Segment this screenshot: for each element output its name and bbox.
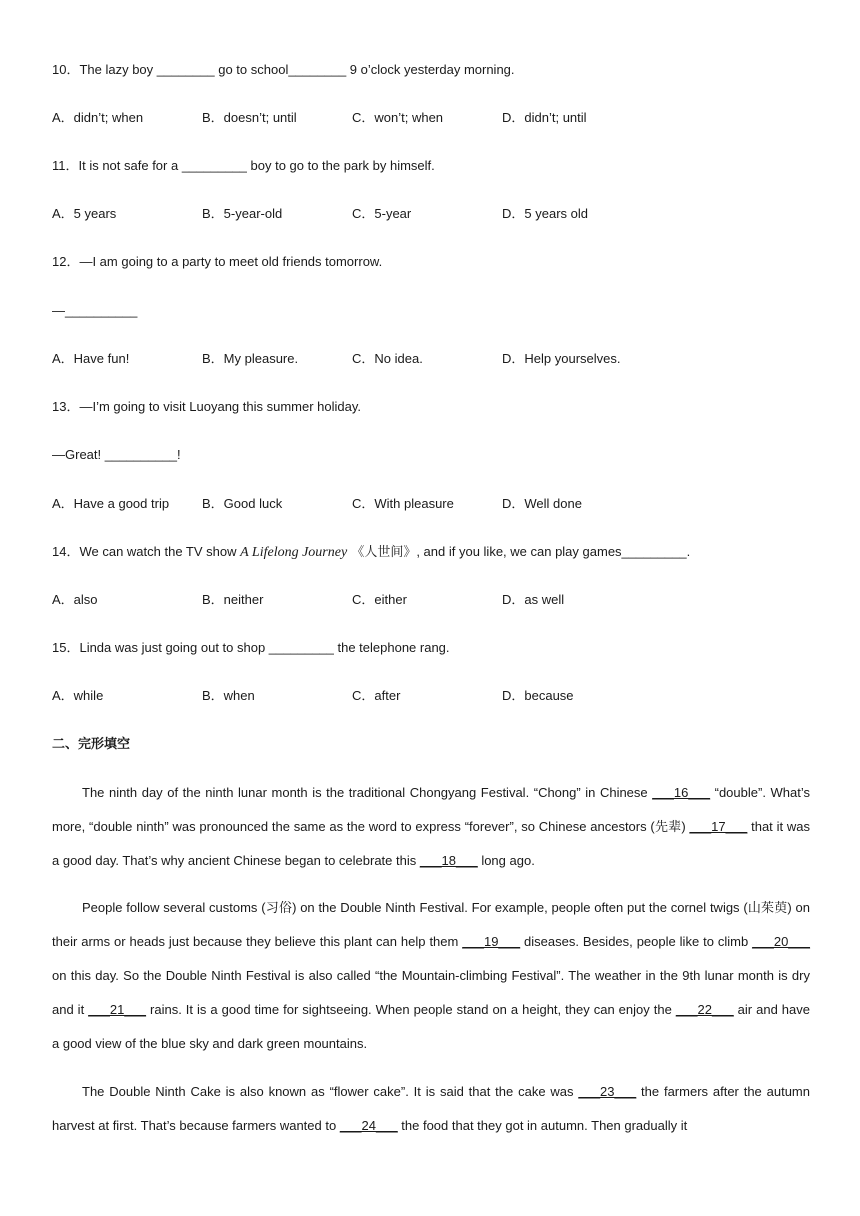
p2-text-2: diseases. Besides, people like to climb bbox=[520, 934, 753, 949]
blank-21: ___21___ bbox=[88, 1002, 147, 1017]
q15-option-c: C．after bbox=[352, 688, 401, 703]
cloze-paragraph-3 bbox=[52, 1075, 810, 1143]
p3-text-2: the farmers after the autumn harvest at first. That’s because farmers wanted to bbox=[52, 1084, 810, 1133]
blank-23: ___23___ bbox=[578, 1084, 637, 1099]
question-10-stem: 10．The lazy boy ________ go to school________ 9 o’clock yesterday morning. bbox=[52, 62, 515, 77]
q10-option-d: D．didn’t; until bbox=[502, 110, 587, 125]
p3-text-3: the food that they got in autumn. Then gradually it bbox=[397, 1118, 688, 1133]
q11-option-b: B．5-year-old bbox=[202, 206, 283, 221]
q14-option-a: A．also bbox=[52, 592, 98, 607]
q13-option-c: C．With pleasure bbox=[352, 496, 454, 511]
blank-16: ___16___ bbox=[652, 785, 711, 800]
q11-option-c: C．5-year bbox=[352, 206, 412, 221]
q14-option-b: B．neither bbox=[202, 592, 264, 607]
q13-option-d: D．Well done bbox=[502, 496, 582, 511]
q14-show-title: A Lifelong Journey bbox=[240, 545, 348, 560]
q14-option-d: D．as well bbox=[502, 592, 565, 607]
question-12-reply: —__________ bbox=[52, 303, 138, 318]
q12-option-c: C．No idea. bbox=[352, 351, 423, 366]
q13-option-a: A．Have a good trip bbox=[52, 496, 170, 511]
blank-18: ___18___ bbox=[419, 853, 478, 868]
blank-17: ___17___ bbox=[689, 819, 748, 834]
q10-option-b: B．doesn’t; until bbox=[202, 110, 297, 125]
p2-text-4: rains. It is a good time for sightseeing. When people stand on a height, they can enjoy the bbox=[146, 1002, 676, 1017]
question-13-reply: —Great! __________! bbox=[52, 447, 181, 462]
p2-text-3: on this day. So the Double Ninth Festival is also called “the Mountain-climbing Festival”. The weather in the 9th lunar month is dry and it bbox=[52, 968, 810, 1017]
cloze-paragraph-2 bbox=[52, 891, 810, 1061]
question-11-stem: 11．It is not safe for a _________ boy to go to the park by himself. bbox=[52, 158, 435, 173]
blank-24: ___24___ bbox=[339, 1118, 398, 1133]
q12-option-a: A．Have fun! bbox=[52, 351, 130, 366]
blank-19: ___19___ bbox=[462, 934, 521, 949]
q13-option-b: B．Good luck bbox=[202, 496, 283, 511]
p1-text-1: The ninth day of the ninth lunar month is the traditional Chongyang Festival. “Chong” in Chinese bbox=[82, 785, 653, 800]
p2-text-5: air and have a good view of the blue sky and dark green mountains. bbox=[52, 1002, 810, 1051]
q11-option-a: A．5 years bbox=[52, 206, 117, 221]
q10-option-a: A．didn’t; when bbox=[52, 110, 144, 125]
q14-option-c: C．either bbox=[352, 592, 407, 607]
q14-stem-start: 14．We can watch the TV show bbox=[52, 544, 241, 559]
p1-text-4: long ago. bbox=[477, 853, 535, 868]
q10-option-c: C．won’t; when bbox=[352, 110, 444, 125]
p3-text-1: The Double Ninth Cake is also known as “flower cake”. It is said that the cake was bbox=[82, 1084, 579, 1099]
question-14-stem bbox=[52, 543, 690, 562]
blank-20: ___20___ bbox=[752, 934, 810, 949]
p1-text-3: that it was a good day. That’s why ancient Chinese began to celebrate this bbox=[52, 819, 810, 868]
q15-option-d: D．because bbox=[502, 688, 574, 703]
q11-option-d: D．5 years old bbox=[502, 206, 588, 221]
q14-stem-end: , and if you like, we can play games_________. bbox=[416, 544, 691, 559]
q14-show-title-cn: 《人世间》 bbox=[347, 545, 417, 560]
question-15-stem: 15．Linda was just going out to shop _________ the telephone rang. bbox=[52, 640, 450, 655]
p1-text-2: “double”. What’s more, “double ninth” was pronounced the same as the word to express “forever”, so Chinese ancestors (先辈) bbox=[52, 785, 810, 834]
question-13-stem: 13．—I’m going to visit Luoyang this summer holiday. bbox=[52, 399, 362, 414]
question-12-stem: 12．—I am going to a party to meet old friends tomorrow. bbox=[52, 254, 383, 269]
p2-text-1: People follow several customs (习俗) on the Double Ninth Festival. For example, people often put the cornel twigs (山茱萸) on their arms or heads just because they believe this plant can help them bbox=[52, 900, 810, 949]
blank-22: ___22___ bbox=[675, 1002, 734, 1017]
q12-option-b: B．My pleasure. bbox=[202, 351, 299, 366]
cloze-paragraph-1 bbox=[52, 776, 810, 878]
q15-option-b: B．when bbox=[202, 688, 255, 703]
q15-option-a: A．while bbox=[52, 688, 104, 703]
section-heading: 二、完形填空 bbox=[52, 736, 131, 751]
q12-option-d: D．Help yourselves. bbox=[502, 351, 621, 366]
